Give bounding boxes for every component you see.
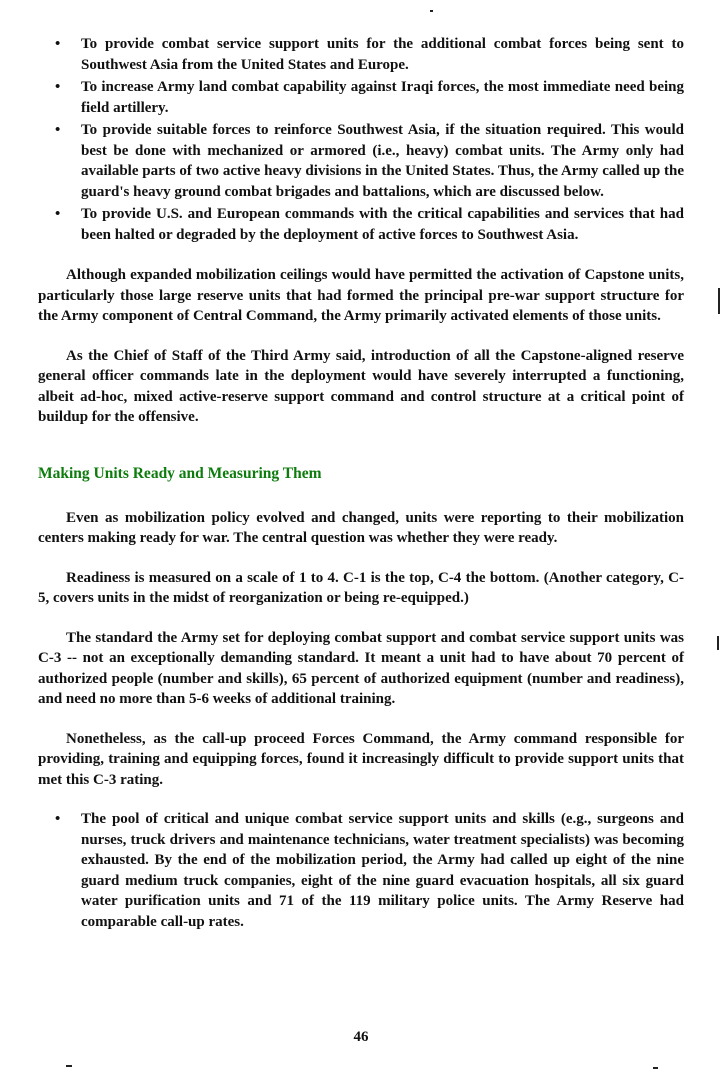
bullet-marker: • (55, 79, 61, 95)
bullet-list-callup (38, 809, 684, 932)
bullet-marker: • (55, 122, 61, 138)
bullet-item (38, 34, 684, 75)
bullet-text: To provide suitable forces to reinforce Southwest Asia, if the situation required. This would best be done with mechanized or armored (i.e., heavy) combat units. The Army only had available parts of two active heavy divisions in the United States. Thus, the Army called up the guard's heavy ground combat brigades and battalions, which are discussed below. (81, 122, 684, 200)
scan-artifact (66, 1065, 72, 1067)
paragraph-readiness-scale: Readiness is measured on a scale of 1 to 4. C-1 is the top, C-4 the bottom. (Another category, C-5, covers units in the midst of reorganization or being re-equipped.) (38, 569, 684, 606)
bullet-item (38, 204, 684, 245)
scan-artifact (717, 636, 719, 650)
scan-artifact (718, 288, 720, 314)
paragraph-forces-command: Nonetheless, as the call-up proceed Forces Command, the Army command responsible for providing, training and equipping forces, found it increasingly difficult to provide support units that met this C-3 rating. (38, 730, 684, 788)
bullet-list-objectives (38, 34, 684, 245)
bullet-text: To increase Army land combat capability against Iraqi forces, the most immediate need being field artillery. (81, 79, 684, 116)
page-number: 46 (353, 1028, 369, 1045)
bullet-item (38, 120, 684, 202)
bullet-item (38, 809, 684, 932)
paragraph-mobilization-policy: Even as mobilization policy evolved and changed, units were reporting to their mobilization centers making ready for war. The central question was whether they were ready. (38, 509, 684, 546)
paragraph-chief-of-staff: As the Chief of Staff of the Third Army said, introduction of all the Capstone-aligned reserve general officer commands late in the deployment would have severely interrupted a functioning, albeit ad-hoc, mixed active-reserve support command and control structure at a critical point of buildup for the offensive. (38, 347, 684, 425)
bullet-marker: • (55, 36, 61, 52)
scan-artifact (653, 1067, 658, 1069)
bullet-marker: • (55, 811, 61, 827)
paragraph-c3-standard: The standard the Army set for deploying combat support and combat service support units was C-3 -- not an exceptionally demanding standard. It meant a unit had to have about 70 percent of authorized people (number and skills), 65 percent of authorized equipment (number and readiness), and need no more than 5-6 weeks of additional training. (38, 629, 684, 707)
bullet-marker: • (55, 206, 61, 222)
bullet-text: The pool of critical and unique combat service support units and skills (e.g., surgeons and nurses, truck drivers and maintenance technicians, water treatment specialists) was becoming exhausted. By the end of the mobilization period, the Army had called up eight of the nine guard medium truck companies, eight of the nine guard evacuation hospitals, all six guard water purification units and 71 of the 119 military police units. The Army Reserve had comparable call-up rates. (81, 811, 684, 930)
bullet-text: To provide U.S. and European commands with the critical capabilities and services that had been halted or degraded by the deployment of active forces to Southwest Asia. (81, 206, 684, 243)
scan-artifact (430, 10, 433, 12)
paragraph-capstone-units: Although expanded mobilization ceilings would have permitted the activation of Capstone units, particularly those large reserve units that had formed the principal pre-war support structure for the Army component of Central Command, the Army primarily activated elements of those units. (38, 267, 684, 324)
bullet-text: To provide combat service support units for the additional combat forces being sent to Southwest Asia from the United States and Europe. (81, 36, 684, 73)
section-heading: Making Units Ready and Measuring Them (38, 464, 322, 482)
bullet-item (38, 77, 684, 118)
